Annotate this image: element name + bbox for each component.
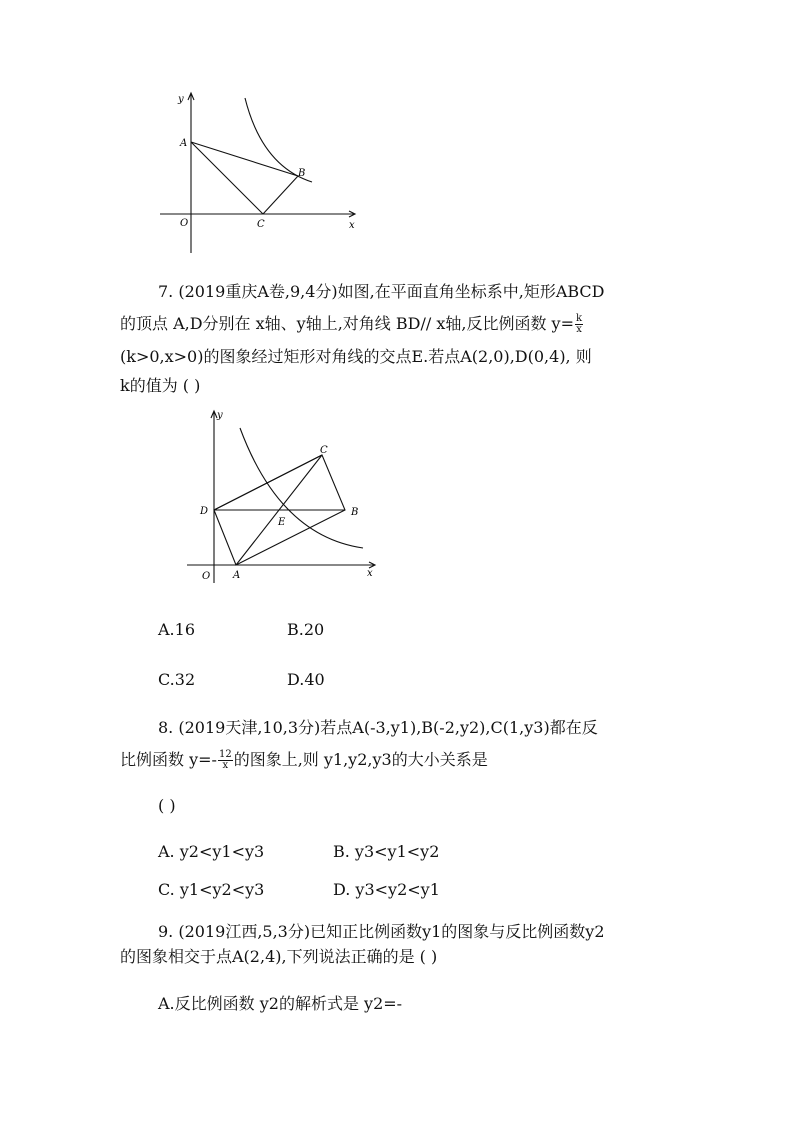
q7-frac-num: k xyxy=(575,313,583,324)
fig2-o-label: O xyxy=(202,571,211,582)
fig2-a-label: A xyxy=(233,570,241,581)
q7-line-2 xyxy=(120,312,584,336)
q9-line-1: 9. (2019江西,5,3分)已知正比例函数y1的图象与反比例函数y2 xyxy=(158,922,605,941)
fig1-b-label: B xyxy=(298,168,306,179)
q7-line-3: (k>0,x>0)的图象经过矩形对角线的交点E.若点A(2,0),D(0,4), 则 xyxy=(120,347,592,366)
q8-option-d: D. y3<y2<y1 xyxy=(333,880,440,899)
fig2-x-label: x xyxy=(367,568,373,579)
fig1-c-label: C xyxy=(257,219,265,230)
q8-line-2-a: 比例函数 y=- xyxy=(120,750,217,769)
q8-line-2 xyxy=(120,748,488,772)
q8-frac-num: 12 xyxy=(218,749,232,760)
fig2-b-label: B xyxy=(351,507,359,518)
q8-line-2-b: 的图象上,则 y1,y2,y3的大小关系是 xyxy=(233,750,488,769)
figure-2 xyxy=(185,408,385,588)
q8-option-b: B. y3<y1<y2 xyxy=(333,842,440,861)
q8-option-c: C. y1<y2<y3 xyxy=(158,880,265,899)
figure-1 xyxy=(150,88,370,258)
q8-frac-den: x xyxy=(222,760,229,771)
q7-line-1: 7. (2019重庆A卷,9,4分)如图,在平面直角坐标系中,矩形ABCD xyxy=(158,282,605,301)
fig1-x-label: x xyxy=(349,220,355,231)
fig2-e-label: E xyxy=(278,517,286,528)
fig2-d-label: D xyxy=(200,506,209,517)
q9-line-2: 的图象相交于点A(2,4),下列说法正确的是 ( ) xyxy=(120,947,438,966)
q8-paren: ( ) xyxy=(158,796,176,815)
fig1-o-label: O xyxy=(180,218,189,229)
fig2-y-label: y xyxy=(217,410,223,421)
q7-option-c: C.32 xyxy=(158,670,196,689)
q7-option-d: D.40 xyxy=(287,670,325,689)
q7-frac-den: x xyxy=(576,324,582,335)
q8-line-1: 8. (2019天津,10,3分)若点A(-3,y1),B(-2,y2),C(1,y3)都在反 xyxy=(158,718,598,737)
q7-fraction xyxy=(575,314,583,335)
fig1-y-label: y xyxy=(178,94,184,105)
q7-option-a: A.16 xyxy=(158,620,195,639)
q7-option-b: B.20 xyxy=(287,620,325,639)
q7-line-4: k的值为 ( ) xyxy=(120,376,201,395)
q8-option-a: A. y2<y1<y3 xyxy=(158,842,265,861)
q9-option-a: A.反比例函数 y2的解析式是 y2=- xyxy=(158,994,403,1013)
fig1-a-label: A xyxy=(180,138,188,149)
fig2-c-label: C xyxy=(320,445,328,456)
q7-line-2-text: 的顶点 A,D分别在 x轴、y轴上,对角线 BD// x轴,反比例函数 y= xyxy=(120,314,574,333)
q8-fraction xyxy=(218,750,233,771)
